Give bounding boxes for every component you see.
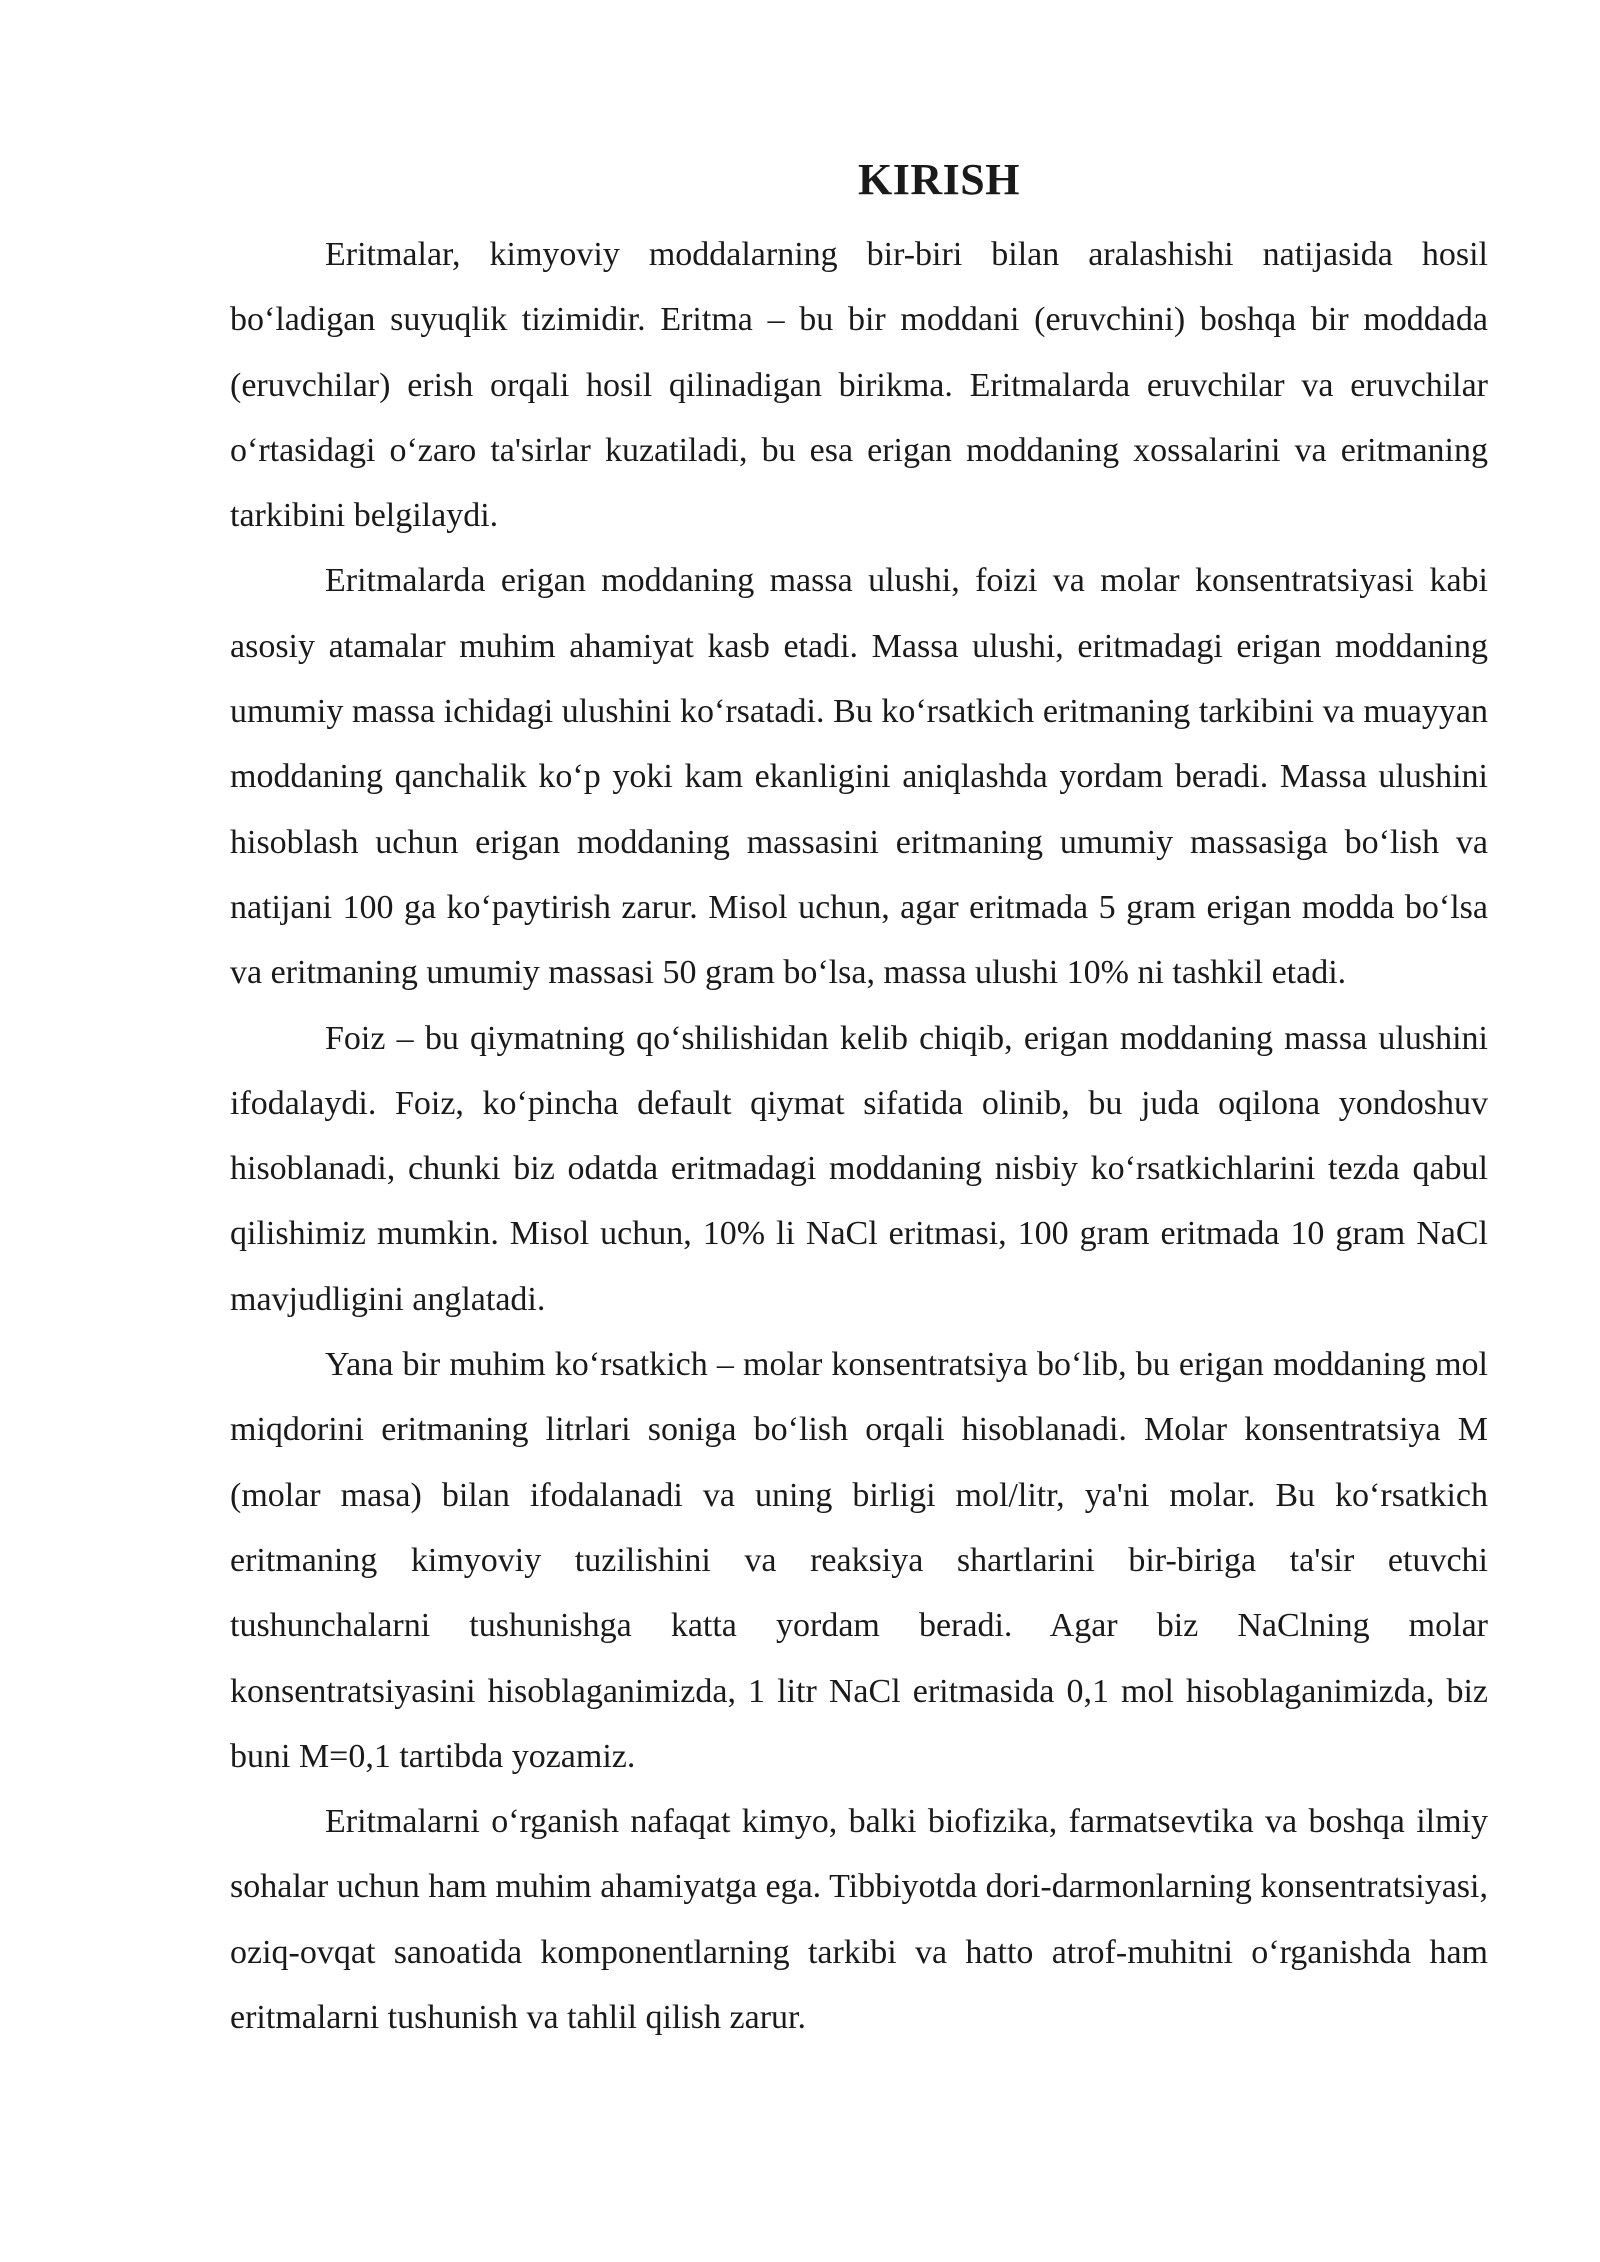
paragraph-percent: Foiz – bu qiymatning qo‘shilishidan kelib chiqib, erigan moddaning massa ulushini ifodalaydi. Foiz, ko‘pincha default qiymat sifatida olinib, bu juda oqilona yondoshuv hisoblanadi, chunki biz odatda eritmadagi moddaning nisbiy ko‘rsatkichlarini tezda qabul qilishimiz mumkin. Misol uchun, 10% li NaCl eritmasi, 100 gram eritmada 10 gram NaCl mavjudligini anglatadi. (230, 1019, 1488, 1318)
document-page (230, 148, 1488, 2050)
page-title: KIRISH (858, 155, 1020, 204)
paragraph-intro: Eritmalar, kimyoviy moddalarning bir-biri bilan aralashishi natijasida hosil bo‘ladigan suyuqlik tizimidir. Eritma – bu bir moddani (eruvchini) boshqa bir moddada (eruvchilar) erish orqali hosil qilinadigan birikma. Eritmalarda eruvchilar va eruvchilar o‘rtasidagi o‘zaro ta'sirlar kuzatiladi, bu esa erigan moddaning xossalarini va eritmaning tarkibini belgilaydi. (230, 236, 1488, 535)
paragraph-applications: Eritmalarni o‘rganish nafaqat kimyo, balki biofizika, farmatsevtika va boshqa ilmiy sohalar uchun ham muhim ahamiyatga ega. Tibbiyotda dori-darmonlarning konsentratsiyasi, oziq-ovqat sanoatida komponentlarning tarkibi va hatto atrof-muhitni o‘rganishda ham eritmalarni tushunish va tahlil qilish zarur. (230, 1803, 1488, 2037)
paragraph-molar-concentration: Yana bir muhim ko‘rsatkich – molar konsentratsiya bo‘lib, bu erigan moddaning mol miqdorini eritmaning litrlari soniga bo‘lish orqali hisoblanadi. Molar konsentratsiya M (molar masa) bilan ifodalanadi va uning birligi mol/litr, ya'ni molar. Bu ko‘rsatkich eritmaning kimyoviy tuzilishini va reaksiya shartlarini bir-biriga ta'sir etuvchi tushunchalarni tushunishga katta yordam beradi. Agar biz NaClning molar konsentratsiyasini hisoblaganimizda, 1 litr NaCl eritmasida 0,1 mol hisoblaganimizda, biz buni M=0,1 tartibda yozamiz. (230, 1346, 1488, 1775)
paragraph-mass-fraction: Eritmalarda erigan moddaning massa ulushi, foizi va molar konsentratsiyasi kabi asosiy atamalar muhim ahamiyat kasb etadi. Massa ulushi, eritmadagi erigan moddaning umumiy massa ichidagi ulushini ko‘rsatadi. Bu ko‘rsatkich eritmaning tarkibini va muayyan moddaning qanchalik ko‘p yoki kam ekanligini aniqlashda yordam beradi. Massa ulushini hisoblash uchun erigan moddaning massasini eritmaning umumiy massasiga bo‘lish va natijani 100 ga ko‘paytirish zarur. Misol uchun, agar eritmada 5 gram erigan modda bo‘lsa va eritmaning umumiy massasi 50 gram bo‘lsa, massa ulushi 10% ni tashkil etadi. (230, 562, 1488, 992)
